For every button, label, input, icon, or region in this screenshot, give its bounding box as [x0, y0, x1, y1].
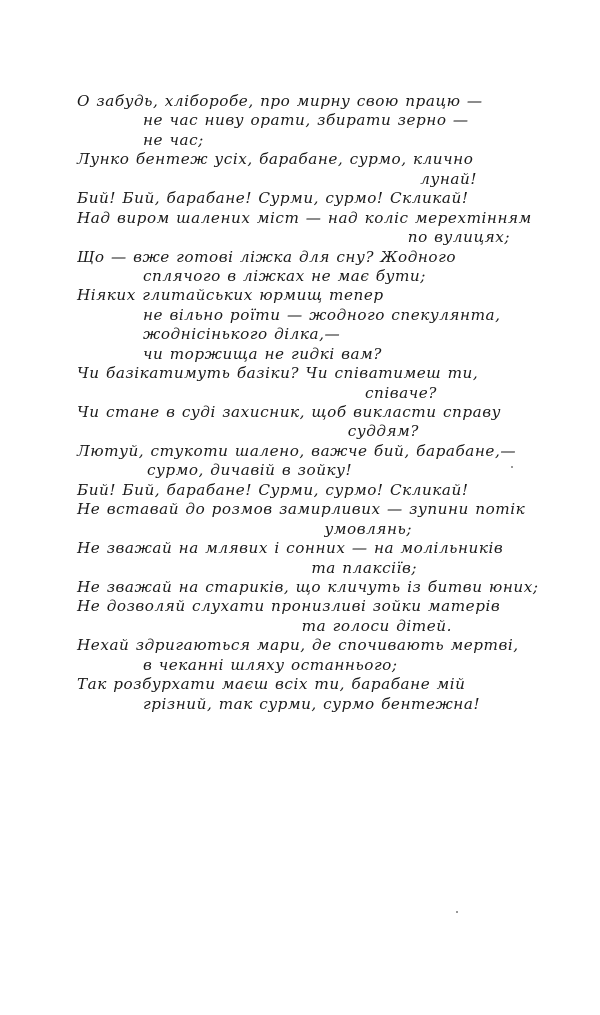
poem-line: умовлянь; [324, 519, 412, 538]
poem-line: Не дозволяй слухати пронизливі зойки матерів [77, 597, 501, 616]
poem-line: Так розбурхати маєш всіх ти, барабане мій [77, 675, 466, 694]
poem-line: не час; [143, 130, 204, 149]
poem-line: та плаксіїв; [311, 558, 417, 577]
poem-line: в чеканні шляху останнього; [143, 655, 398, 674]
poem-line: Чи базікатимуть базіки? Чи співатимеш ти, [77, 364, 479, 383]
poem-line: сурмо, дичавій в зойку! [147, 461, 353, 480]
poem-line: жоднісінького ділка,— [143, 325, 341, 344]
poem-line: суддям? [347, 422, 419, 441]
poem-line: Не зважай на стариків, що кличуть із битви юних; [77, 577, 539, 596]
poem-line: Бий! Бий, барабане! Сурми, сурмо! Скликай! [77, 189, 469, 208]
poem-line: Бий! Бий, барабане! Сурми, сурмо! Скликай! [77, 480, 469, 499]
poem-line: Нехай здригаються мари, де спочивають мертві, [77, 636, 519, 655]
poem-line: та голоси дітей. [301, 616, 452, 635]
poem-line: лунай! [420, 169, 477, 188]
poem-line: Не вставай до розмов замирливих — зупини потік [77, 500, 526, 519]
poem-line: не вільно роїти — жодного спекулянта, [143, 305, 501, 324]
poem-line: Не зважай на млявих і сонних — на молільників [77, 539, 504, 558]
poem-line: Лютуй, стукоти шалено, важче бий, барабане,— [77, 441, 517, 460]
poem-line: Лунко бентеж усіх, барабане, сурмо, клично [77, 150, 474, 169]
poem-line: сплячого в ліжках не має бути; [143, 266, 426, 285]
poem-line: співаче? [364, 383, 437, 402]
scan-speck [456, 911, 458, 913]
poem-line: чи торжища не гидкі вам? [143, 344, 382, 363]
poem-line: не час ниву орати, збирати зерно — [143, 111, 469, 130]
poem-text [77, 92, 537, 714]
poem-line: О забудь, хліборобе, про мирну свою працю — [77, 92, 483, 110]
poem-line: грізний, так сурми, сурмо бентежна! [143, 694, 481, 713]
poem-line: Що — вже готові ліжка для сну? Жодного [77, 247, 457, 266]
poem-line: Над виром шалених міст — над коліс мерехтінням [77, 208, 532, 227]
poem-line: по вулицях; [407, 228, 510, 247]
poem-line: Чи стане в суді захисник, щоб викласти справу [77, 403, 501, 421]
poem-line: Ніяких глитайських юрмищ тепер [77, 286, 384, 305]
scan-speck [511, 466, 513, 468]
